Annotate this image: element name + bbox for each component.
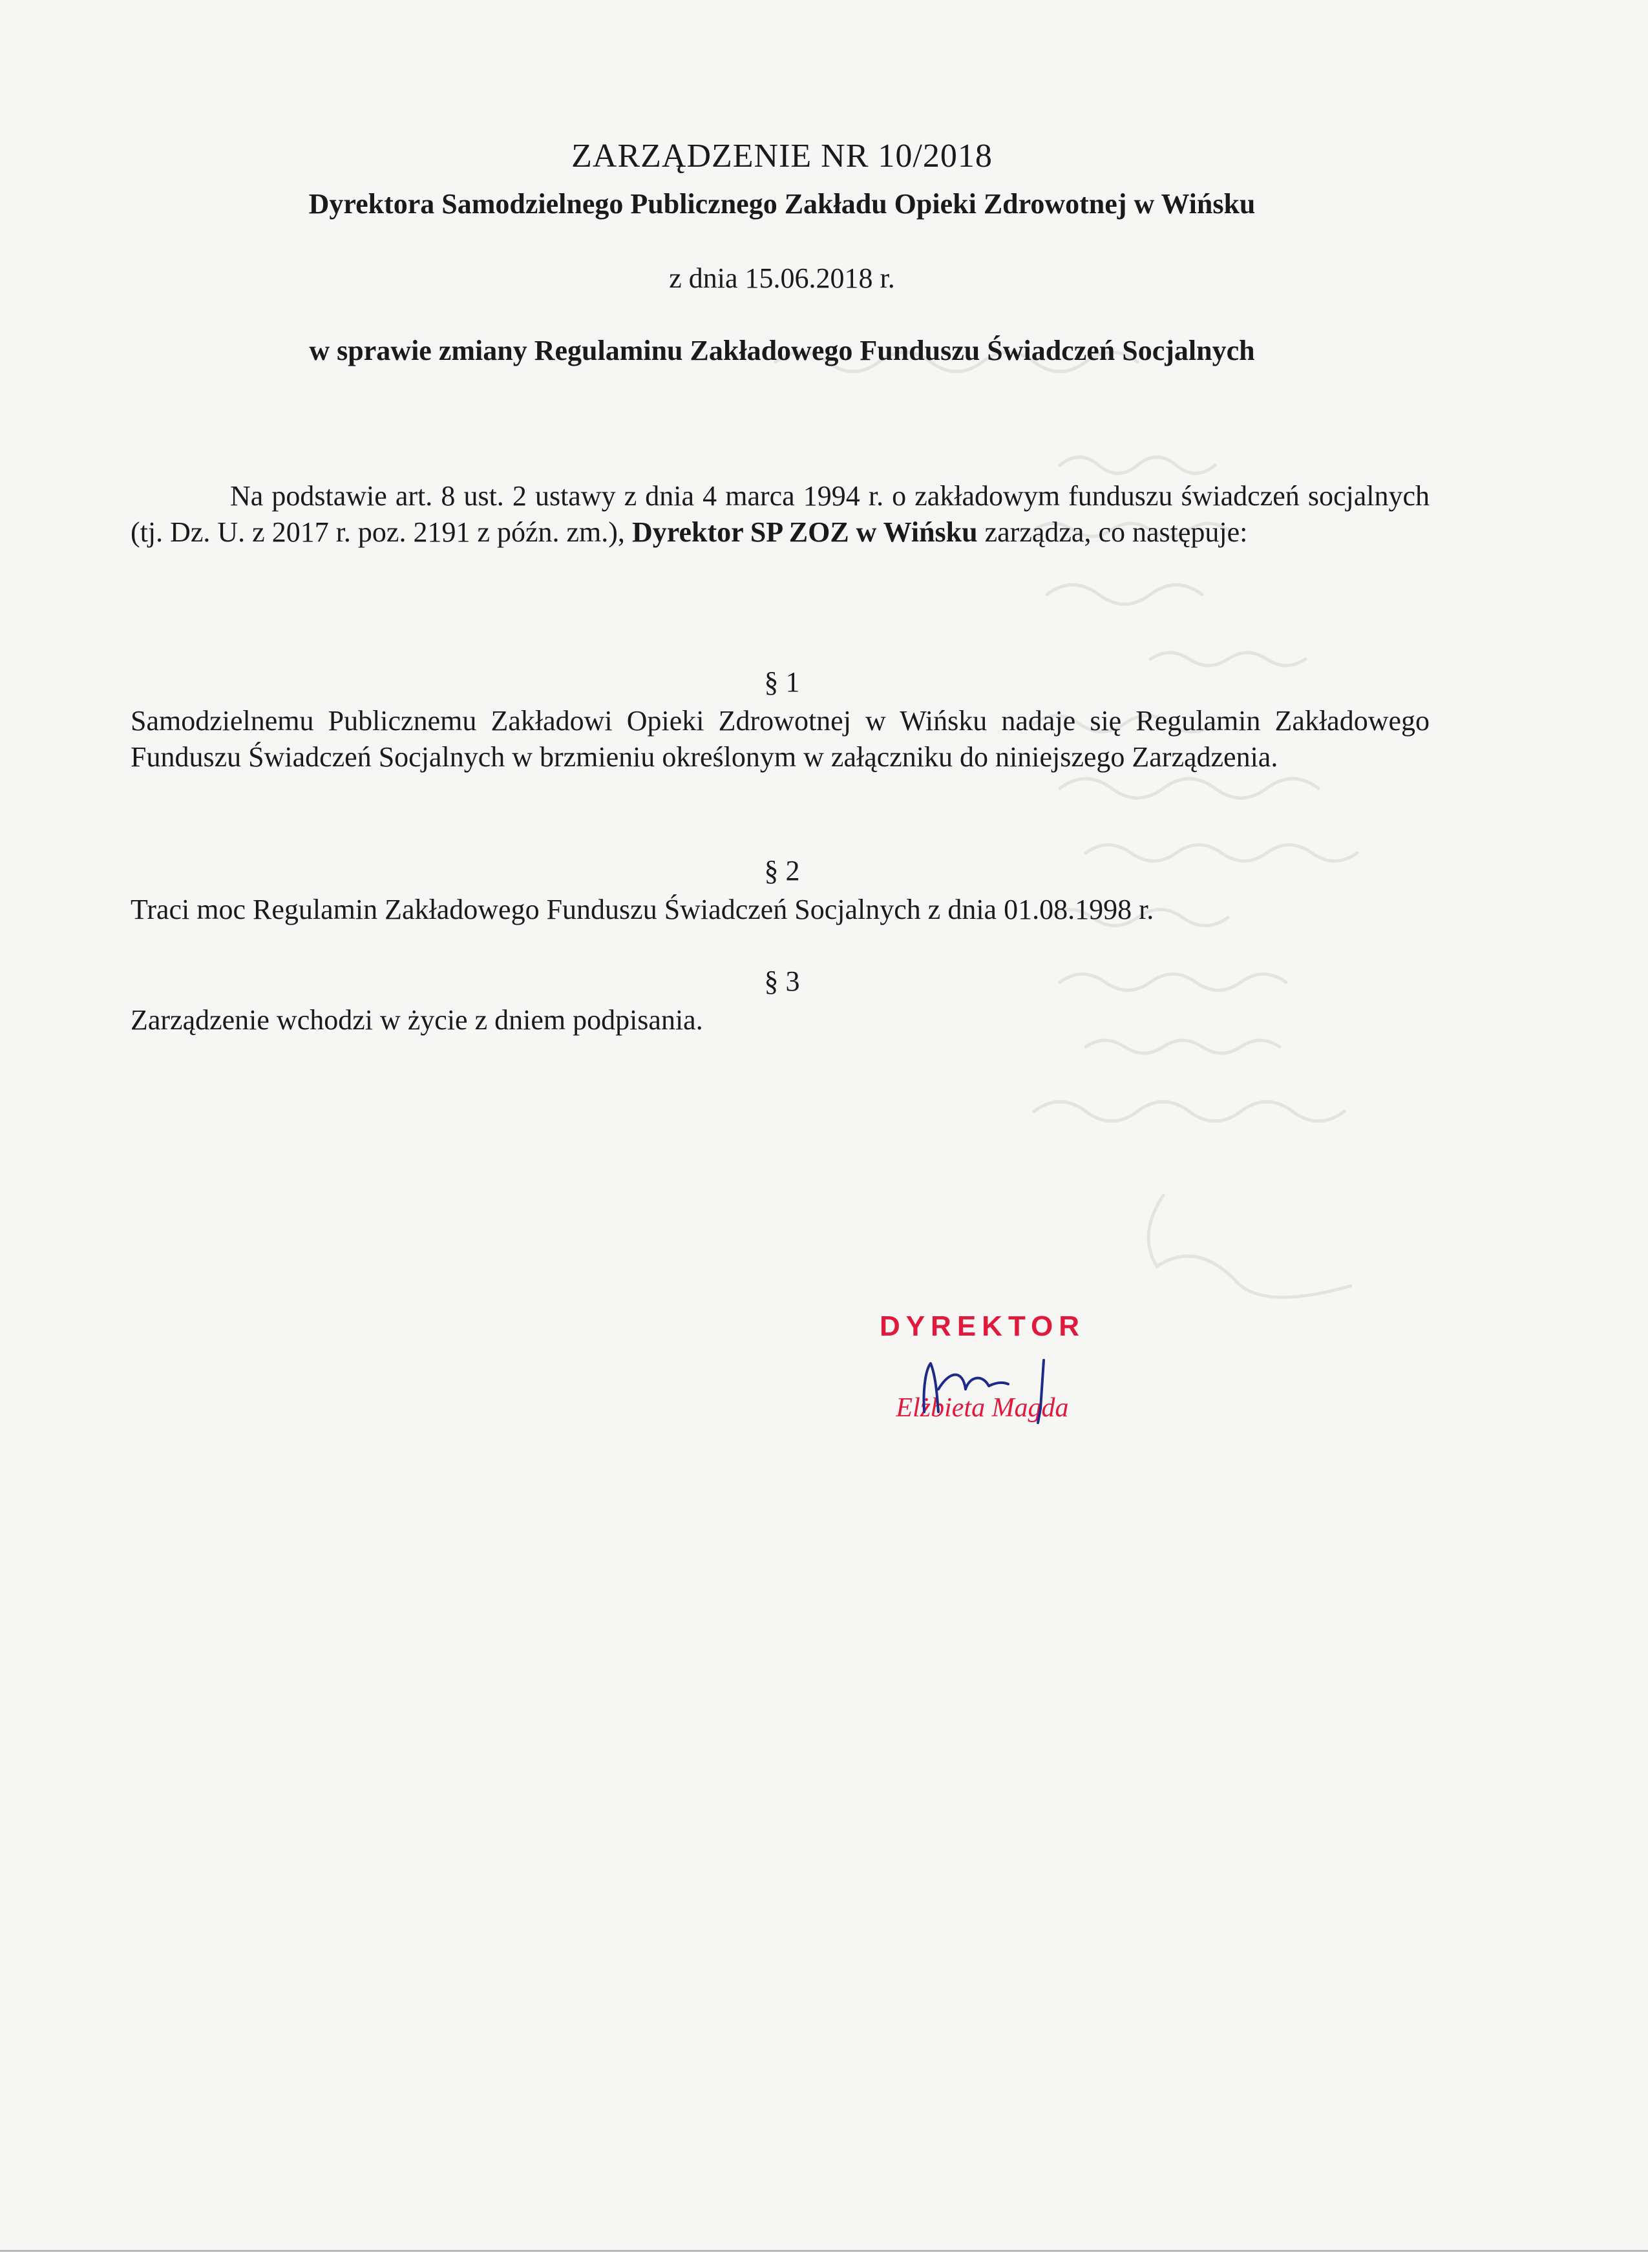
section-2-text: Traci moc Regulamin Zakładowego Funduszu Świadczeń Socjalnych z dnia 01.08.1998 r.: [131, 894, 1154, 925]
section-3-number: § 3: [764, 965, 800, 997]
legal-basis-paragraph: [131, 478, 1430, 551]
section-3-text: Zarządzenie wchodzi w życie z dniem podpisania.: [131, 1004, 703, 1036]
stamp-name: Elżbieta Magda: [896, 1393, 1069, 1423]
document-title: ZARZĄDZENIE NR 10/2018: [571, 138, 993, 174]
section-1-text: Samodzielnemu Publicznemu Zakładowi Opieki Zdrowotnej w Wińsku nadaje się Regulamin Zakładowego Funduszu Świadczeń Socjalnych w brzmieniu określonym w załączniku do niniejszego Zarządzenia.: [131, 705, 1430, 773]
page-edge: [0, 2250, 1648, 2252]
document-date: z dnia 15.06.2018 r.: [669, 262, 895, 294]
section-2-number: § 2: [764, 855, 800, 887]
document-subject: w sprawie zmiany Regulaminu Zakładowego Funduszu Świadczeń Socjalnych: [309, 335, 1255, 366]
legal-basis-text-before: Na podstawie art. 8 ust. 2 ustawy z dnia 4 marca 1994 r. o zakładowym funduszu świadczeń socjalnych (tj. Dz. U. z 2017 r. poz. 2191 z późn. zm.),: [131, 480, 1430, 548]
legal-basis-text-after: zarządza, co następuje:: [977, 516, 1248, 548]
section-1-number: § 1: [764, 666, 800, 698]
legal-basis-authority: Dyrektor SP ZOZ w Wińsku: [631, 516, 978, 548]
page-bottom-margin: [0, 2252, 1648, 2268]
handwritten-signature: [911, 1350, 1079, 1434]
stamp-title: DYREKTOR: [879, 1310, 1086, 1342]
document-issuer: Dyrektora Samodzielnego Publicznego Zakładu Opieki Zdrowotnej w Wińsku: [308, 188, 1256, 220]
